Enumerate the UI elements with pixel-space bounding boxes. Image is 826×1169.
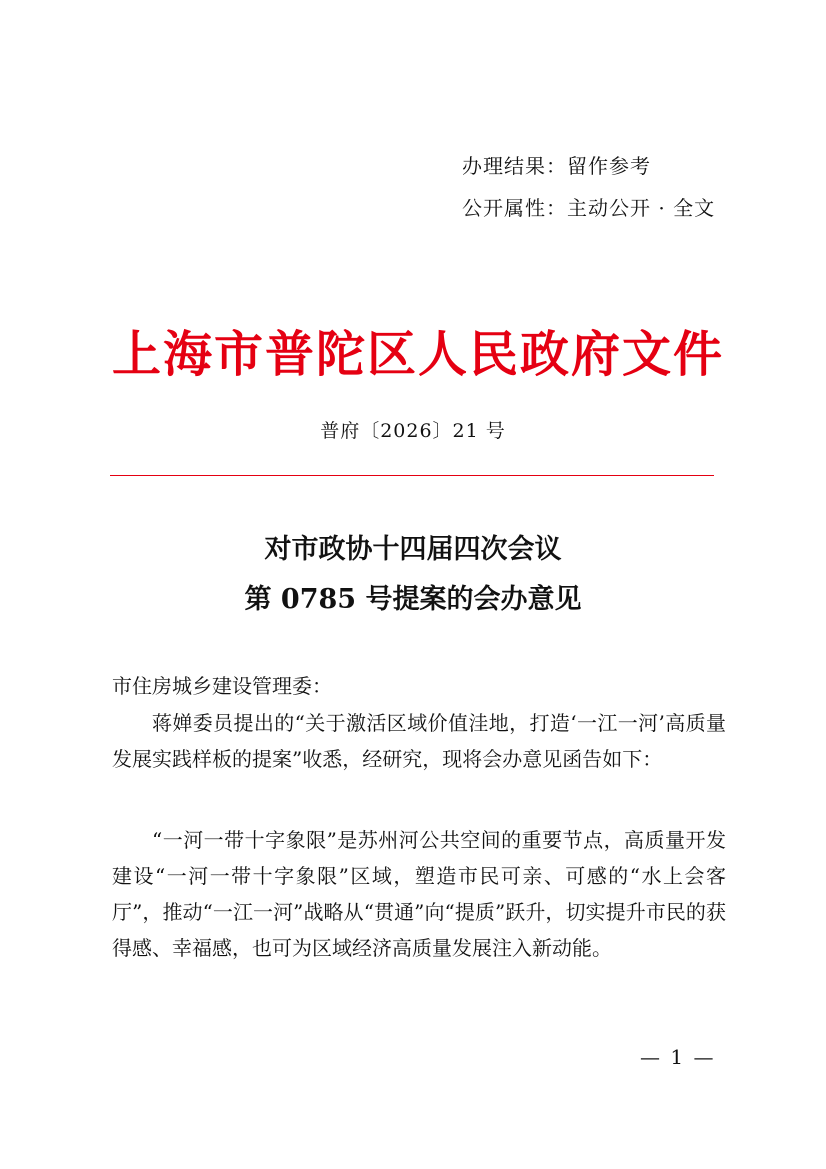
page-number: — 1 — [640, 1045, 716, 1069]
disclosure-attribute: 公开属性：主动公开 · 全文 [462, 196, 716, 220]
issuer-heading: 上海市普陀区人民政府文件 [112, 325, 725, 383]
handling-result: 办理结果：留作参考 [462, 154, 651, 178]
document-title-line-1: 对市政协十四届四次会议 [264, 534, 562, 565]
body-paragraph-1: 蒋婵委员提出的“关于激活区域价值洼地，打造‘一江一河’高质量发展实践样板的提案”收悉，经研究，现将会办意见函告如下： [112, 711, 726, 771]
red-separator-line [110, 475, 714, 476]
salutation: 市住房城乡建设管理委： [112, 674, 332, 698]
document-number: 普府〔2026〕21 号 [320, 420, 506, 442]
body-paragraph-2: “一河一带十字象限”是苏州河公共空间的重要节点，高质量开发建设“一河一带十字象限”区域，塑造市民可亲、可感的“水上会客厅”，推动“一江一河”战略从“贯通”向“提质”跃升，切实提升市民的获得感、幸福感，也可为区域经济高质量发展注入新动能。 [112, 828, 726, 960]
document-title-line-2: 第 0785 号提案的会办意见 [244, 584, 582, 615]
